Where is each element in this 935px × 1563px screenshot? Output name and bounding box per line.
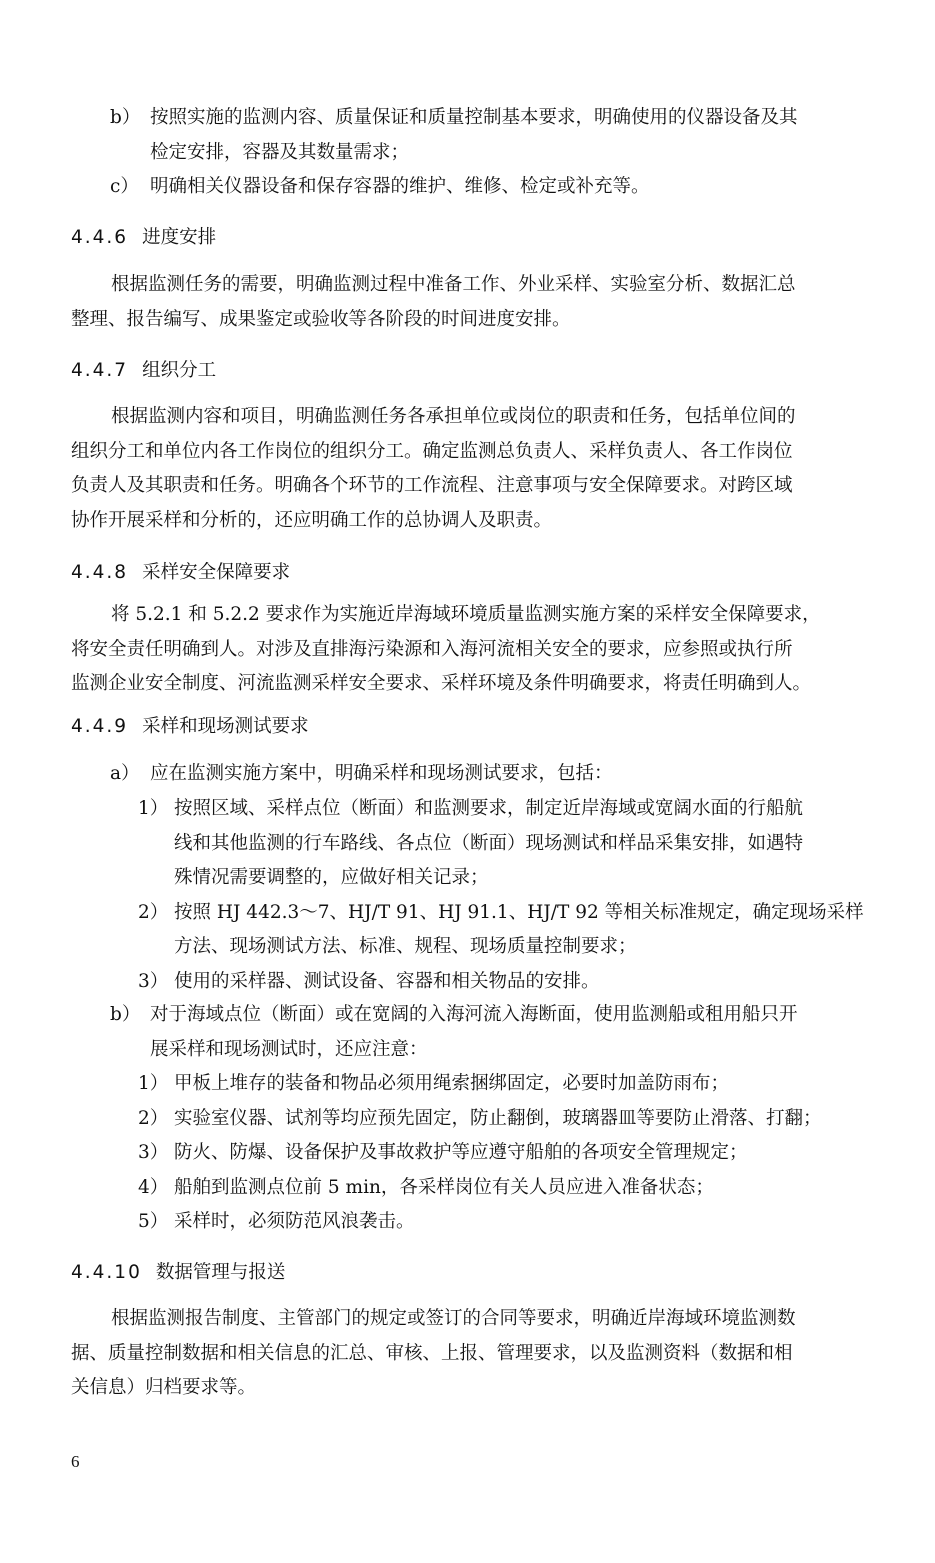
section-title: 采样和现场测试要求 <box>142 716 309 737</box>
section-title: 组织分工 <box>142 360 217 381</box>
sublist-marker: 3） <box>138 970 169 992</box>
page-number: 6 <box>71 1452 80 1471</box>
sublist-text: 线和其他监测的行车路线、各点位（断面）现场测试和样品采集安排，如遇特 <box>174 832 804 854</box>
list-marker: a） <box>110 763 140 784</box>
sublist-marker: 4） <box>138 1176 169 1198</box>
paragraph-line: 据、质量控制数据和相关信息的汇总、审核、上报、管理要求，以及监测资料（数据和相 <box>71 1342 793 1364</box>
section-heading-4-4-7 <box>71 358 216 384</box>
section-number: 4.4.10 <box>71 1262 142 1283</box>
list-text: 按照实施的监测内容、质量保证和质量控制基本要求，明确使用的仪器设备及其 <box>150 107 798 128</box>
list-item-a <box>110 757 613 792</box>
paragraph-line: 根据监测任务的需要，明确监测过程中准备工作、外业采样、实验室分析、数据汇总 <box>111 274 796 295</box>
list-marker: b） <box>110 1004 141 1025</box>
sublist-marker: 5） <box>138 1211 169 1232</box>
section-number: 4.4.7 <box>71 360 129 381</box>
paragraph-line: 协作开展采样和分析的，还应明确工作的总协调人及职责。 <box>71 509 553 531</box>
paragraph-line: 将安全责任明确到人。对涉及直排海污染源和入海河流相关安全的要求，应参照或执行所 <box>71 638 793 660</box>
paragraph-line: 关信息）归档要求等。 <box>71 1377 257 1398</box>
list-text: 对于海域点位（断面）或在宽阔的入海河流入海断面，使用监测船或租用船只开 <box>150 1004 798 1025</box>
section-number: 4.4.6 <box>71 227 129 248</box>
section-heading-4-4-6 <box>71 225 216 251</box>
sublist-text: 采样时，必须防范风浪袭击。 <box>174 1211 415 1232</box>
section-title: 采样安全保障要求 <box>142 562 291 583</box>
paragraph-4-4-7 <box>71 400 796 538</box>
section-number: 4.4.9 <box>71 716 129 737</box>
sublist-a <box>138 792 864 999</box>
section-number: 4.4.8 <box>71 562 129 583</box>
sublist-text: 殊情况需要调整的，应做好相关记录； <box>174 867 489 888</box>
sublist-text: 实验室仪器、试剂等均应预先固定，防止翻倒，玻璃器皿等要防止滑落、打翻； <box>174 1107 822 1129</box>
sublist-marker: 2） <box>138 901 169 923</box>
sublist-marker: 1） <box>138 798 169 819</box>
list-marker: b） <box>110 107 141 128</box>
paragraph-line: 将 5.2.1 和 5.2.2 要求作为实施近岸海域环境质量监测实施方案的采样安全保障要求， <box>111 604 821 625</box>
section-title: 数据管理与报送 <box>155 1262 286 1283</box>
sublist-text: 甲板上堆存的装备和物品必须用绳索捆绑固定，必要时加盖防雨布； <box>174 1073 730 1094</box>
sublist-text: 防火、防爆、设备保护及事故救护等应遵守船舶的各项安全管理规定； <box>174 1142 748 1163</box>
sublist-b <box>138 1067 822 1240</box>
list-item-c <box>110 170 650 205</box>
list-item-b-4-4-9 <box>110 998 798 1067</box>
paragraph-line: 负责人及其职责和任务。明确各个环节的工作流程、注意事项与安全保障要求。对跨区域 <box>71 475 793 496</box>
section-heading-4-4-8 <box>71 560 290 586</box>
list-item-b <box>110 101 798 170</box>
sublist-text: 按照 HJ 442.3～7、HJ/T 91、HJ 91.1、HJ/T 92 等相关标准规定，确定现场采样 <box>174 901 864 923</box>
sublist-marker: 3） <box>138 1142 169 1163</box>
list-text: 检定安排，容器及其数量需求； <box>150 141 410 163</box>
sublist-marker: 1） <box>138 1073 169 1094</box>
list-text: 展采样和现场测试时，还应注意： <box>150 1038 428 1060</box>
list-text: 应在监测实施方案中，明确采样和现场测试要求，包括： <box>150 763 613 784</box>
sublist-text: 按照区域、采样点位（断面）和监测要求，制定近岸海域或宽阔水面的行船航 <box>174 798 804 819</box>
list-text: 明确相关仪器设备和保存容器的维护、维修、检定或补充等。 <box>150 176 650 197</box>
paragraph-line: 监测企业安全制度、河流监测采样安全要求、采样环境及条件明确要求，将责任明确到人。 <box>71 673 812 694</box>
paragraph-4-4-10 <box>71 1302 796 1406</box>
sublist-marker: 2） <box>138 1107 169 1129</box>
list-marker: c） <box>110 176 139 197</box>
paragraph-line: 根据监测内容和项目，明确监测任务各承担单位或岗位的职责和任务，包括单位间的 <box>111 406 796 427</box>
paragraph-4-4-8 <box>71 598 821 702</box>
paragraph-line: 根据监测报告制度、主管部门的规定或签订的合同等要求，明确近岸海域环境监测数 <box>111 1308 796 1329</box>
sublist-text: 方法、现场测试方法、标准、规程、现场质量控制要求； <box>174 936 637 957</box>
sublist-text: 使用的采样器、测试设备、容器和相关物品的安排。 <box>174 970 600 992</box>
paragraph-line: 整理、报告编写、成果鉴定或验收等各阶段的时间进度安排。 <box>71 308 571 330</box>
section-heading-4-4-9 <box>71 714 309 740</box>
sublist-text: 船舶到监测点位前 5 min，各采样岗位有关人员应进入准备状态； <box>174 1176 714 1198</box>
paragraph-4-4-6 <box>71 268 796 337</box>
section-title: 进度安排 <box>142 227 217 248</box>
paragraph-line: 组织分工和单位内各工作岗位的组织分工。确定监测总负责人、采样负责人、各工作岗位 <box>71 440 793 462</box>
section-heading-4-4-10 <box>71 1260 285 1286</box>
